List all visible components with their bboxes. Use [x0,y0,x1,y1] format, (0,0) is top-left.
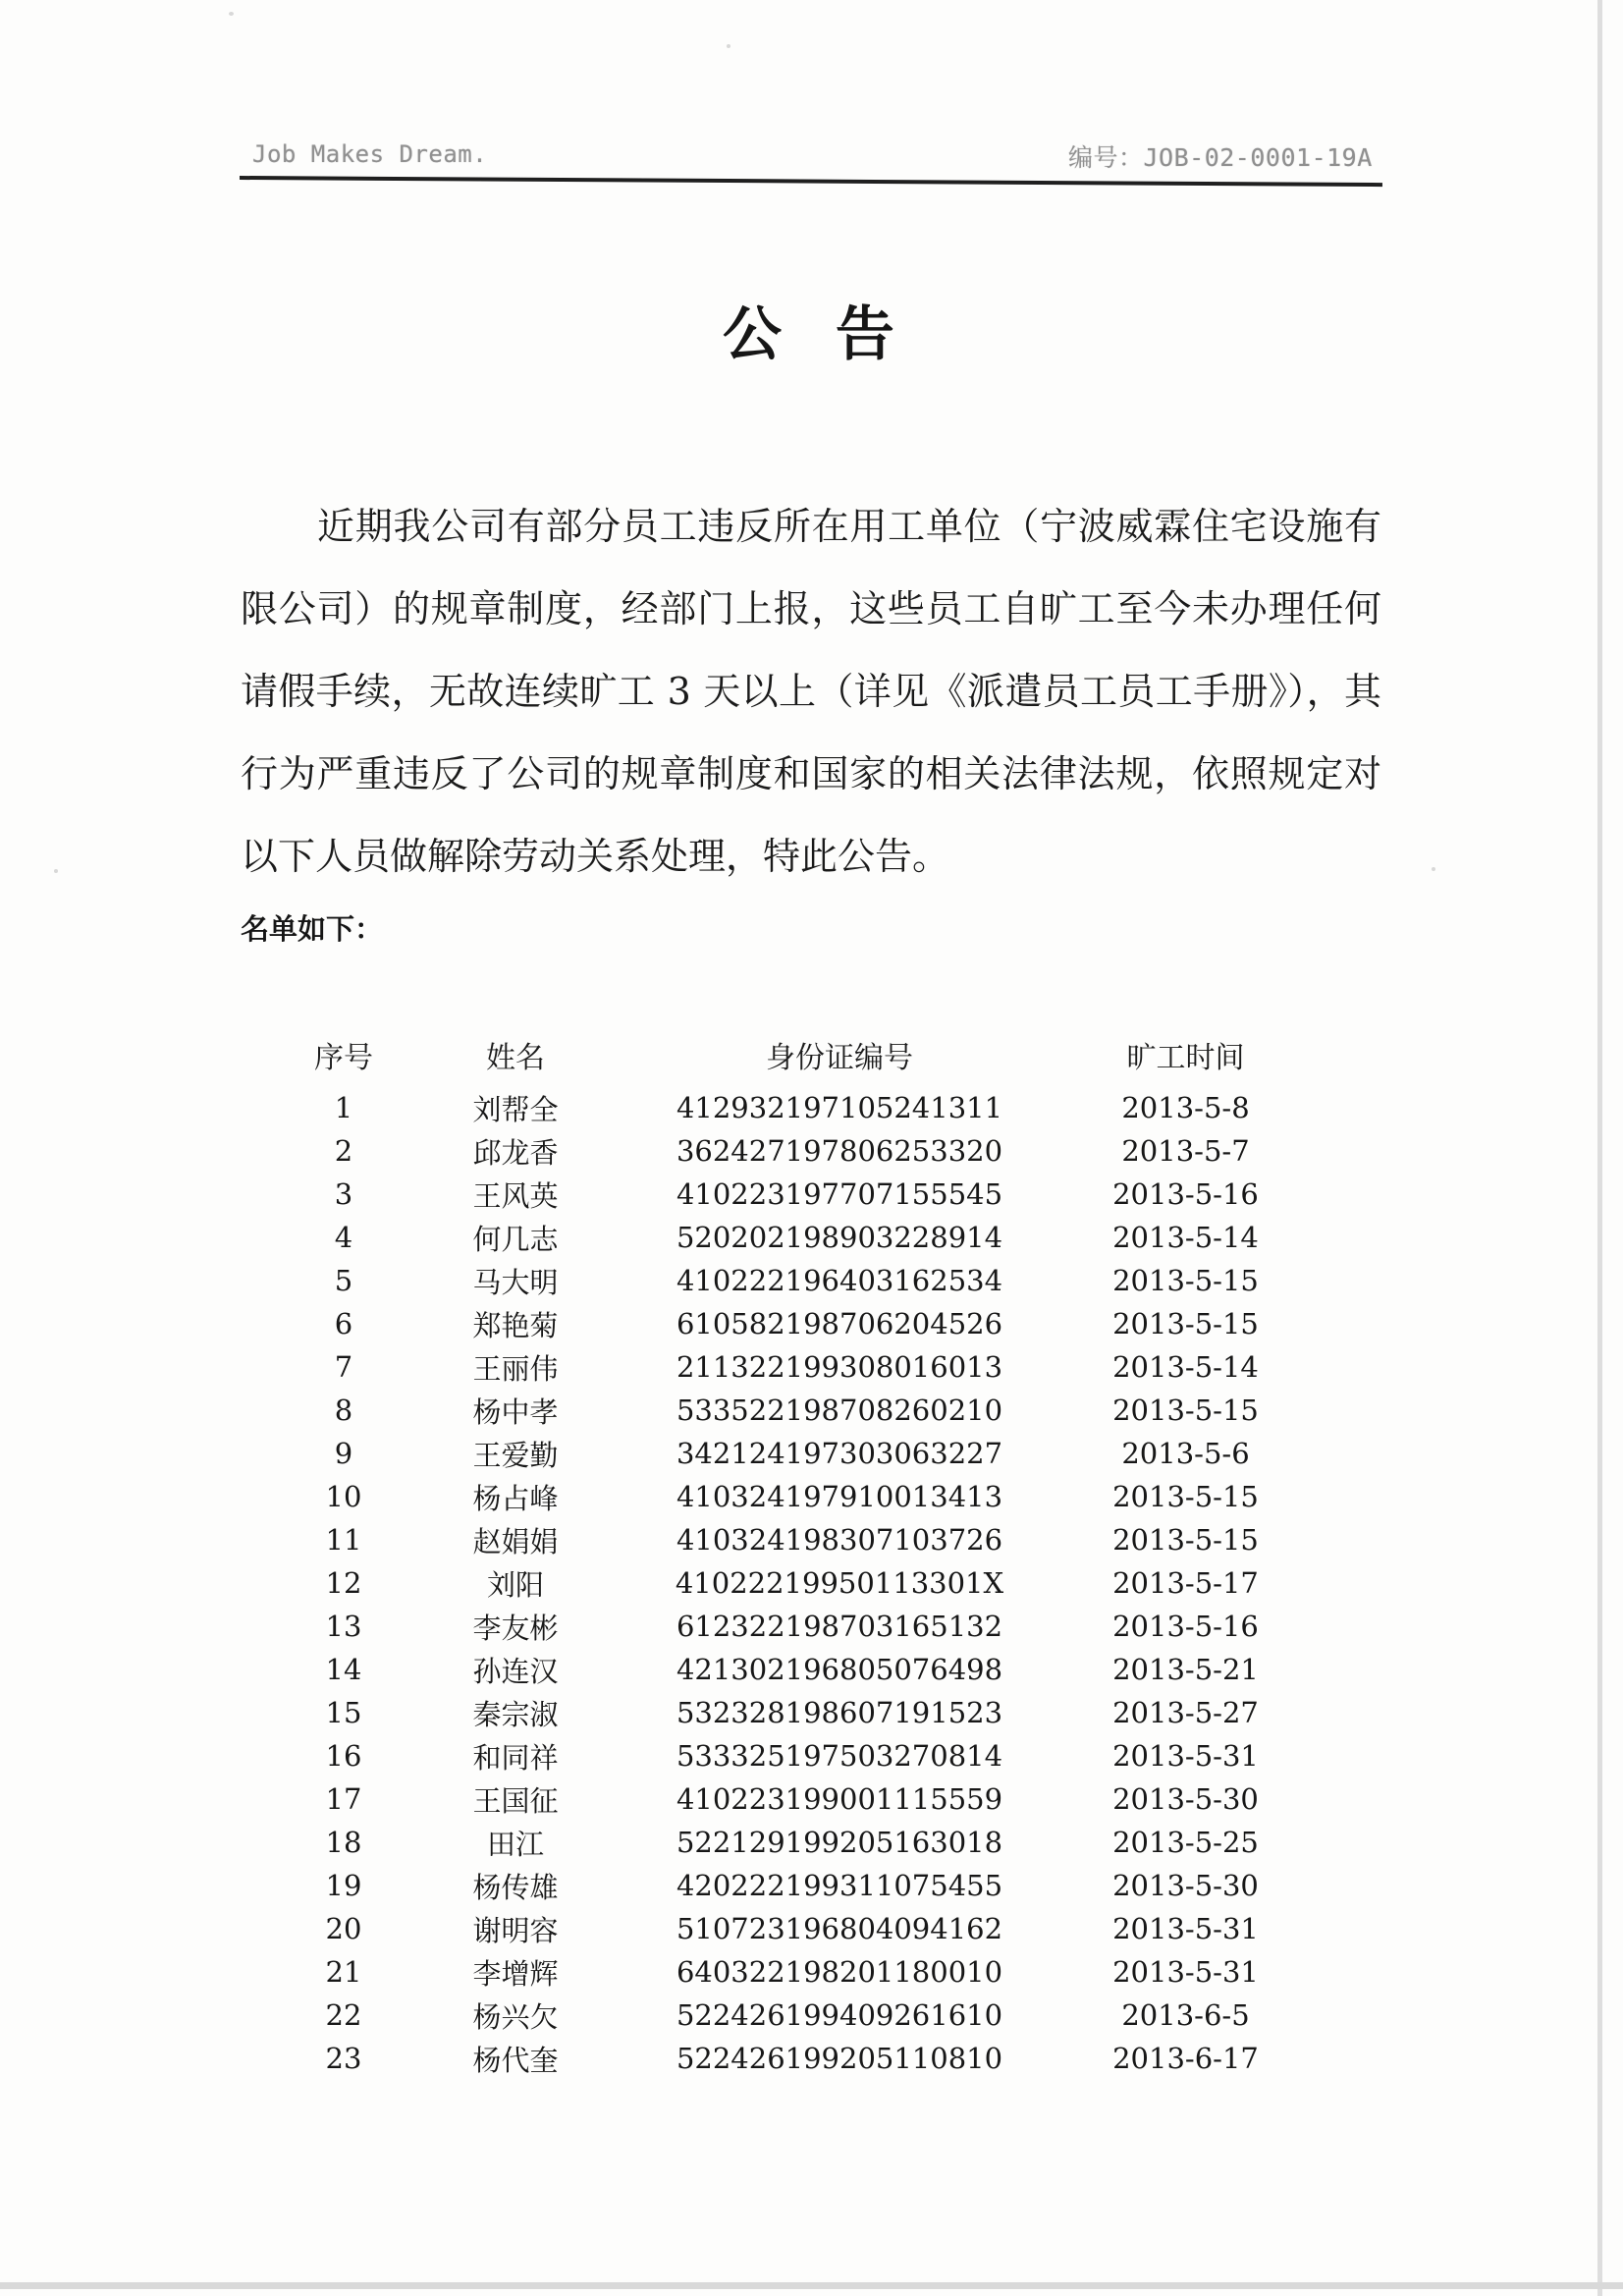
row-number: 7 [334,1350,353,1384]
body-line: 行为严重违反了公司的规章制度和国家的相关法律法规，依照规定对 [241,752,1381,795]
row-id-number: 41022219950113301X [675,1566,1004,1600]
row-id-number: 421302196805076498 [676,1653,1003,1686]
table-row [241,1950,1276,1994]
table-row [241,1734,1276,1777]
row-id-number: 520202198903228914 [676,1221,1003,1254]
row-number: 13 [325,1610,362,1643]
table-row [241,1129,1276,1173]
row-absence-date: 2013-5-16 [1112,1177,1259,1211]
row-number: 11 [325,1523,362,1557]
row-number: 9 [334,1437,353,1470]
table-row [241,2037,1276,2080]
row-number: 6 [334,1307,353,1340]
scan-speck [1432,867,1435,871]
row-name: 孙连汉 [472,1654,559,1688]
table-row [241,1605,1276,1648]
row-absence-date: 2013-5-8 [1121,1091,1250,1124]
column-header-name: 姓名 [486,1041,545,1075]
row-id-number: 533325197503270814 [676,1739,1003,1773]
table-row [241,1302,1276,1345]
row-id-number: 362427197806253320 [676,1134,1003,1168]
row-absence-date: 2013-5-31 [1112,1955,1259,1989]
row-name: 邱龙香 [472,1135,559,1170]
row-name: 赵娟娟 [472,1524,559,1558]
row-id-number: 510723196804094162 [676,1912,1003,1945]
scan-speck [727,44,730,48]
row-name: 王丽伟 [472,1351,559,1386]
column-header-absence: 旷工时间 [1126,1041,1245,1075]
row-name: 刘帮全 [472,1092,559,1126]
table-row [241,1432,1276,1475]
table-row [241,1518,1276,1561]
row-name: 李友彬 [472,1611,559,1645]
table-row [241,1389,1276,1432]
row-absence-date: 2013-5-15 [1112,1523,1259,1557]
row-absence-date: 2013-5-15 [1112,1394,1259,1427]
row-number: 2 [334,1134,353,1168]
table-row [241,1821,1276,1864]
row-number: 14 [325,1653,362,1686]
row-id-number: 342124197303063227 [676,1437,1003,1470]
row-absence-date: 2013-5-7 [1121,1134,1250,1168]
document-number: 编号：JOB-02-0001-19A [1068,143,1373,172]
roster-table [241,1031,1276,2080]
row-id-number: 211322199308016013 [676,1350,1003,1384]
body-line: 请假手续，无故连续旷工 3 天以上（详见《派遣员工员工手册》），其 [241,670,1381,713]
row-name: 秦宗淑 [472,1697,559,1731]
row-number: 10 [325,1480,362,1513]
table-row [241,1691,1276,1734]
row-name: 杨传雄 [472,1870,559,1904]
row-name: 田江 [486,1827,544,1861]
roster-header-row [241,1031,1276,1078]
row-number: 21 [325,1955,362,1989]
row-absence-date: 2013-5-25 [1112,1826,1259,1859]
row-id-number: 612322198703165132 [676,1610,1003,1643]
row-name: 李增辉 [472,1956,559,1991]
row-id-number: 410324198307103726 [676,1523,1003,1557]
row-number: 23 [325,2042,362,2075]
row-absence-date: 2013-5-15 [1112,1264,1259,1297]
table-row [241,1345,1276,1389]
row-absence-date: 2013-6-17 [1112,2042,1259,2075]
row-number: 12 [325,1566,362,1600]
row-name: 王爱勤 [472,1438,559,1472]
row-number: 8 [334,1394,353,1427]
table-row [241,1259,1276,1302]
scan-speck [54,869,58,873]
row-id-number: 640322198201180010 [676,1955,1003,1989]
roster-rows [241,1086,1276,2080]
row-absence-date: 2013-5-31 [1112,1739,1259,1773]
row-absence-date: 2013-5-17 [1112,1566,1259,1600]
table-row [241,1173,1276,1216]
table-row [241,1777,1276,1821]
row-name: 杨中孝 [472,1394,559,1429]
row-absence-date: 2013-5-21 [1112,1653,1259,1686]
row-absence-date: 2013-5-30 [1112,1869,1259,1902]
list-label: 名单如下： [241,912,384,946]
row-id-number: 410223197707155545 [676,1177,1003,1211]
column-header-number: 序号 [314,1041,373,1075]
scan-bottom-edge [0,2282,1623,2289]
row-number: 3 [334,1177,353,1211]
row-id-number: 610582198706204526 [676,1307,1003,1340]
row-absence-date: 2013-5-6 [1121,1437,1250,1470]
row-absence-date: 2013-5-31 [1112,1912,1259,1945]
row-id-number: 522426199409261610 [676,1998,1003,2032]
row-absence-date: 2013-5-30 [1112,1782,1259,1816]
row-absence-date: 2013-5-14 [1112,1350,1259,1384]
row-id-number: 533522198708260210 [676,1394,1003,1427]
row-name: 何几志 [472,1222,559,1256]
body-line: 限公司）的规章制度，经部门上报，这些员工自旷工至今未办理任何 [241,587,1381,630]
row-name: 马大明 [472,1265,559,1299]
row-number: 15 [325,1696,362,1729]
table-row [241,1994,1276,2037]
row-name: 王风英 [472,1178,559,1213]
letterhead-slogan: Job Makes Dream. [252,140,488,168]
body-line: 以下人员做解除劳动关系处理，特此公告。 [241,835,950,878]
row-id-number: 532328198607191523 [676,1696,1003,1729]
row-name: 杨代奎 [472,2043,559,2077]
row-absence-date: 2013-5-14 [1112,1221,1259,1254]
row-name: 王国征 [472,1783,559,1818]
row-number: 22 [325,1998,362,2032]
row-name: 杨兴欠 [472,1999,559,2034]
row-number: 5 [334,1264,353,1297]
row-id-number: 522129199205163018 [676,1826,1003,1859]
row-absence-date: 2013-5-27 [1112,1696,1259,1729]
table-row [241,1907,1276,1950]
letterhead-rule [240,176,1382,187]
table-row [241,1475,1276,1518]
row-number: 19 [325,1869,362,1902]
row-id-number: 420222199311075455 [676,1869,1003,1902]
row-number: 4 [334,1221,353,1254]
row-absence-date: 2013-6-5 [1121,1998,1250,2032]
table-row [241,1864,1276,1907]
column-header-id: 身份证编号 [766,1041,913,1075]
row-id-number: 412932197105241311 [676,1091,1003,1124]
row-id-number: 410324197910013413 [676,1480,1003,1513]
row-absence-date: 2013-5-16 [1112,1610,1259,1643]
row-absence-date: 2013-5-15 [1112,1307,1259,1340]
row-name: 谢明容 [472,1913,559,1947]
table-row [241,1216,1276,1259]
row-id-number: 410222196403162534 [676,1264,1003,1297]
row-id-number: 522426199205110810 [676,2042,1003,2075]
scan-speck [229,12,234,16]
body-line: 近期我公司有部分员工违反所在用工单位（宁波威霖住宅设施有 [317,505,1381,548]
row-number: 1 [334,1091,353,1124]
row-number: 18 [325,1826,362,1859]
row-name: 杨占峰 [472,1481,559,1515]
page-title: 公 告 [723,301,900,369]
row-number: 17 [325,1782,362,1816]
row-number: 16 [325,1739,362,1773]
row-name: 刘阳 [486,1567,544,1602]
row-number: 20 [325,1912,362,1945]
row-id-number: 410223199001115559 [676,1782,1003,1816]
row-name: 郑艳菊 [472,1308,559,1342]
table-row [241,1561,1276,1605]
table-row [241,1086,1276,1129]
table-row [241,1648,1276,1691]
row-absence-date: 2013-5-15 [1112,1480,1259,1513]
row-name: 和同祥 [472,1740,559,1775]
